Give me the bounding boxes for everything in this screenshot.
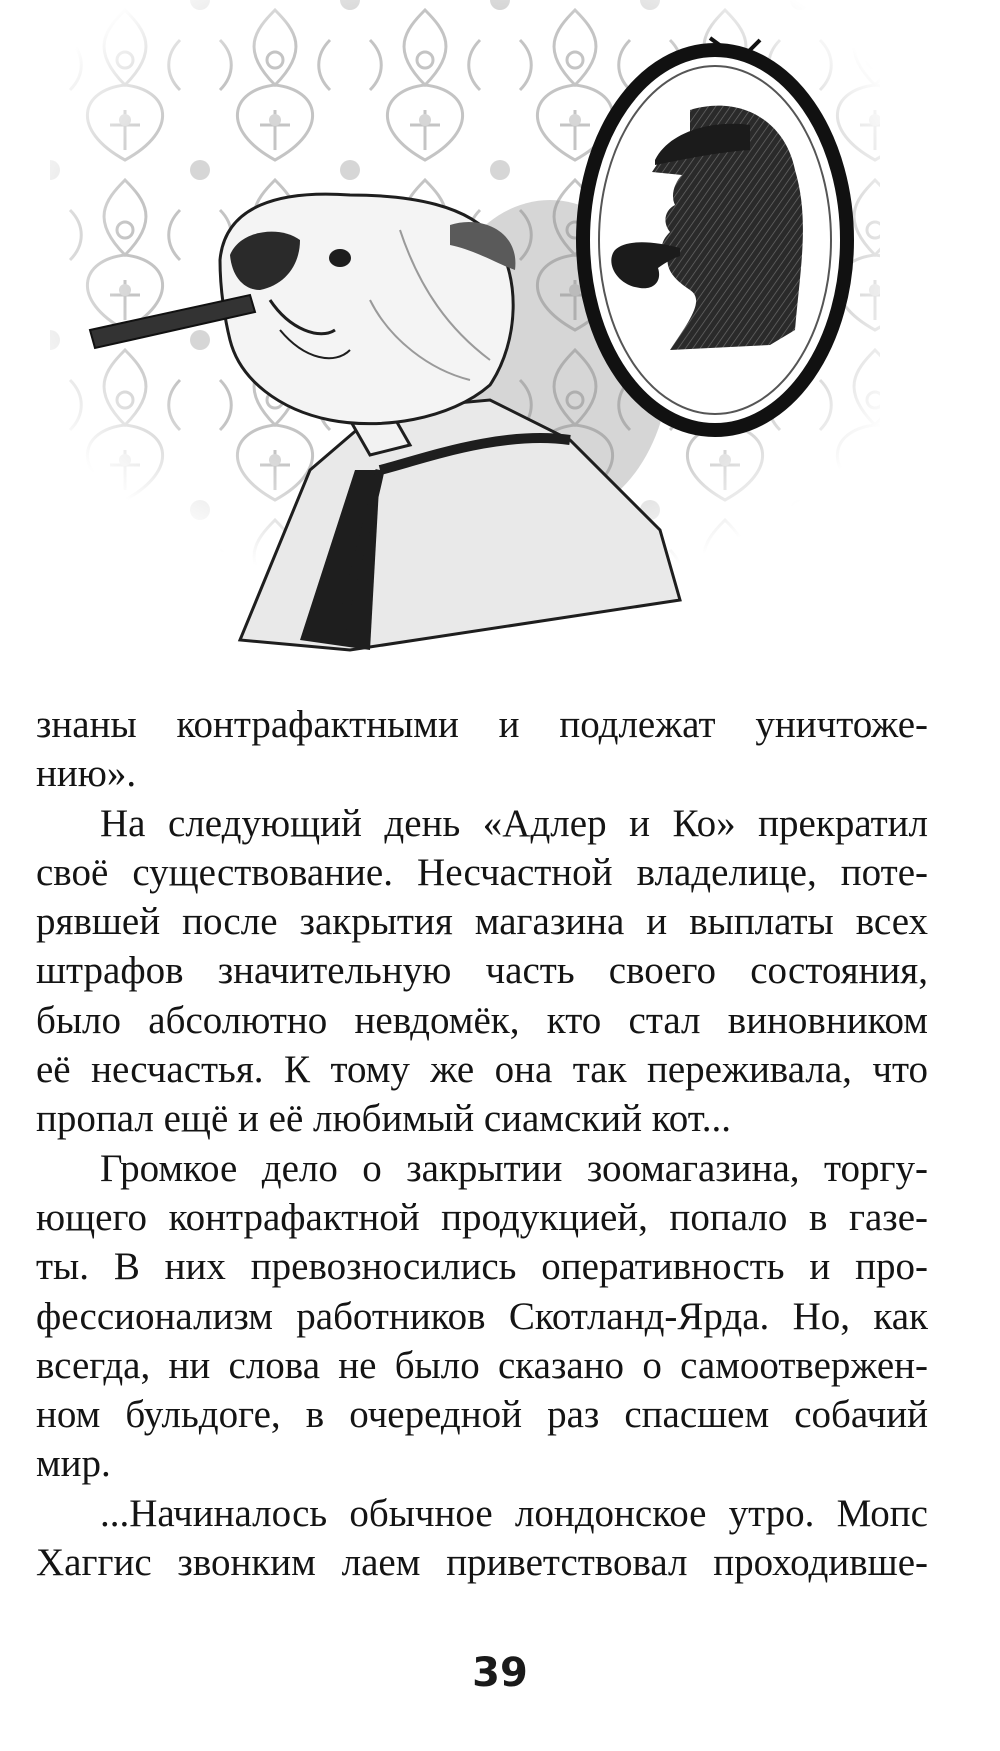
text-line: ты. В них превозносились оперативность и про-	[36, 1245, 928, 1289]
body-text	[36, 700, 928, 1587]
text-line: пропал ещё и её любимый сиамский кот...	[36, 1097, 732, 1141]
text-line: ном бульдоге, в очередной раз спасшем собачий	[36, 1393, 928, 1437]
text-line: всегда, ни слова не было сказано о самоотвержен-	[36, 1343, 928, 1387]
text-line: На следующий день «Адлер и Ко» прекратил	[100, 801, 928, 845]
text-line: фессионализм работников Скотланд-Ярда. Но, как	[36, 1294, 928, 1338]
text-line: мир.	[36, 1442, 111, 1486]
text-line: Хаггис звонким лаем приветствовал проходивше-	[36, 1541, 928, 1585]
text-line: своё существование. Несчастной владелице, поте-	[36, 850, 928, 894]
text-line: ющего контрафактной продукцией, попало в газе-	[36, 1195, 928, 1239]
framed-silhouette	[583, 38, 847, 430]
text-line: знаны контрафактными и подлежат уничтоже-	[36, 703, 928, 746]
text-line: рявшей после закрытия магазина и выплаты всех	[36, 900, 928, 944]
text-line: было абсолютно невдомёк, кто стал виновником	[36, 998, 928, 1042]
bulldog-illustration	[50, 0, 880, 660]
page-number: 39	[472, 1650, 528, 1696]
text-line: штрафов значительную часть своего состояния,	[36, 949, 928, 993]
text-line: Громкое дело о закрытии зоомагазина, торгу-	[100, 1146, 928, 1190]
text-line: её несчастья. К тому же она так переживала, что	[36, 1048, 928, 1092]
text-line: нию».	[36, 752, 137, 796]
text-line: ...Начиналось обычное лондонское утро. Мопс	[100, 1491, 928, 1535]
